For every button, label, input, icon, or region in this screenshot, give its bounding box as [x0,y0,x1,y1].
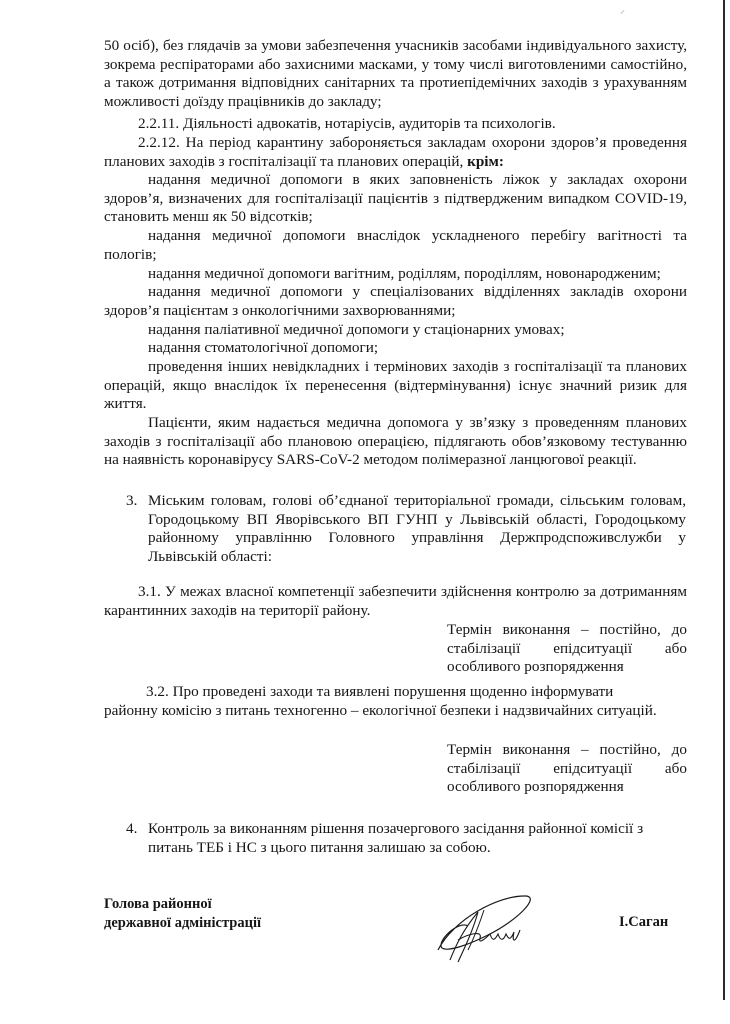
item-3-2-line-2: районну комісію з питань техногенно – екологічної безпеки і надзвичайних ситуацій. [104,702,657,719]
term-1-line-2: стабілізації епідситуації або [447,639,687,657]
exception-5: надання паліативної медичної допомоги у стаціонарних умовах; [148,321,565,338]
exception-1: надання медичної допомоги в яких заповненість ліжок у закладах охорони здоров’я, визначених для госпіталізації пацієнтів з підтвердженим випадком COVID-19, становить менш як 50 відсотків; [104,171,687,226]
item-3-1: 3.1. У межах власної компетенції забезпечити здійснення контролю за дотриманням карантинних заходів на території району. [104,583,687,619]
item-4-number: 4. [126,820,138,837]
scan-edge-line [723,0,725,1000]
term-1 [447,621,687,677]
item-4-text: Контроль за виконанням рішення позачергового засідання районної комісії з питань ТЕБ і НС з цього питання залишаю за собою. [148,820,644,856]
signatory-title-line-2: державної адміністрації [104,915,262,931]
intro-paragraph: 50 осіб), без глядачів за умови забезпечення учасників засобами індивідуального захисту, зокрема респіраторами або захисними масками, у тому числі виготовленими самостійно, а також дотримання відповідних санітарних та протиепідемічних заходів з урахуванням можливості доїзду працівників до закладу; [104,37,687,111]
item-2-2-12-emphasis: крім: [467,152,504,170]
item-4 [126,820,686,857]
exception-7: проведення інших невідкладних і термінових заходів з госпіталізації та планових операцій, якщо внаслідок їх перенесення (відтермінування) існує значний ризик для життя. [104,358,687,413]
item-2-2-12-text: 2.2.12. На період карантину забороняється закладам охорони здоров’я проведення планових заходів з госпіталізації та планових операцій, [104,134,687,170]
item-2-2-11: 2.2.11. Діяльності адвокатів, нотаріусів, аудиторів та психологів. [138,115,556,132]
exception-3: надання медичної допомоги вагітним, роділлям, породіллям, новонародженим; [148,265,661,282]
exception-4: надання медичної допомоги у спеціалізованих відділеннях закладів охорони здоров’я пацієнтам з онкологічними захворюваннями; [104,283,687,319]
item-3 [126,492,686,567]
item-3-number: 3. [126,492,138,509]
term-2-line-3: особливого розпорядження [447,778,624,796]
signature [428,890,548,970]
item-2-2-12 [104,134,687,171]
signatory-title-line-1: Голова районної [104,896,212,912]
item-3-2-line-1: 3.2. Про проведені заходи та виявлені порушення щоденно інформувати [146,683,614,700]
term-2-line-2: стабілізації епідситуації або [447,759,687,777]
signatory-name: І.Саган [619,914,669,930]
scan-mark: ⸝ [620,5,625,16]
term-2 [447,741,687,797]
exception-2: надання медичної допомоги внаслідок ускладненого перебігу вагітності та пологів; [104,227,687,263]
term-1-line-1: Термін виконання – постійно, до [447,621,687,638]
item-3-text: Міським головам, голові об’єднаної територіальної громади, сільським головам, Городоцькому ВП Яворівського ВП ГУНП у Львівській області, Городоцькому районному управлінню Головного управління Держпродспоживслужби у Львівській області: [148,492,686,566]
exception-6: надання стоматологічної допомоги; [148,339,379,356]
testing-paragraph: Пацієнти, яким надається медична допомога у зв’язку з проведенням планових заходів з госпіталізації або плановою операцією, підлягають обов’язковому тестуванню на наявність коронавірусу SARS-CoV-2 методом полімеразної ланцюгової реакції. [104,414,687,469]
term-2-line-1: Термін виконання – постійно, до [447,741,687,758]
term-1-line-3: особливого розпорядження [447,658,624,676]
